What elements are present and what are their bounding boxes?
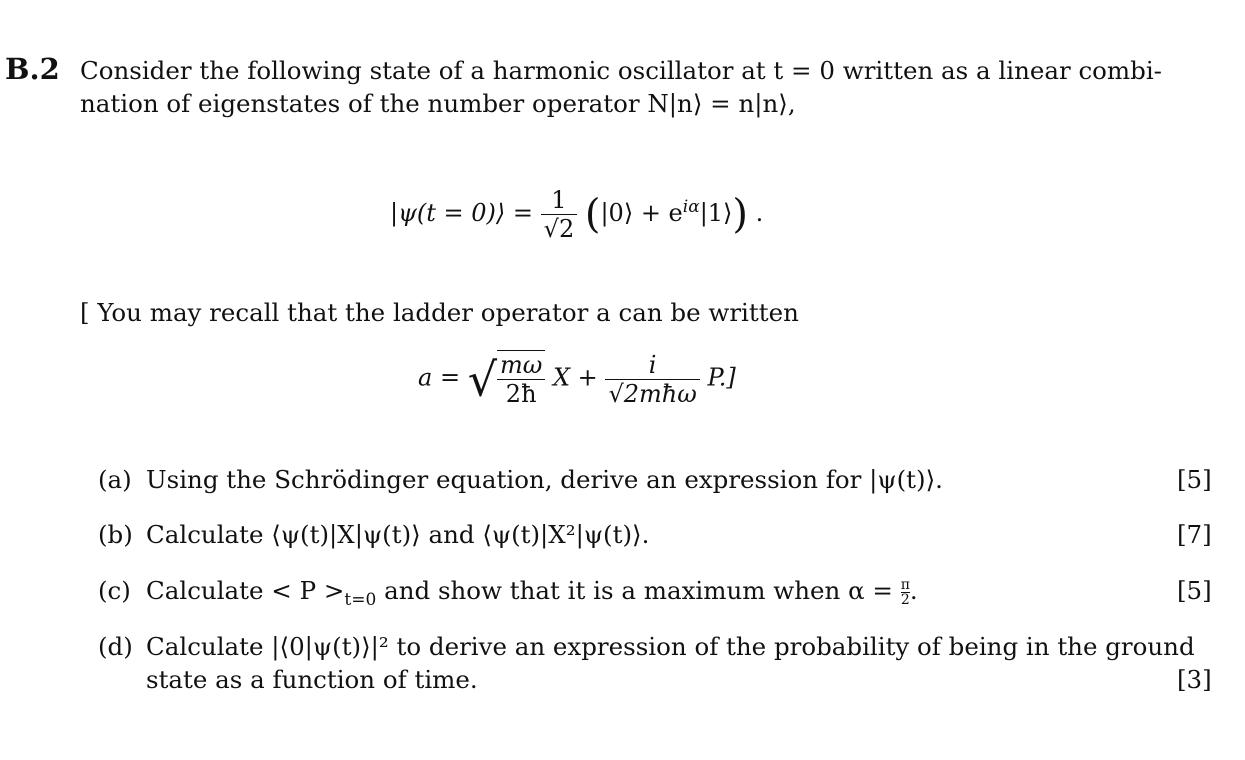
part-c-fraction <box>901 578 910 607</box>
part-c-label: (c) <box>98 576 131 605</box>
part-c-end: . <box>909 576 918 605</box>
recall-text: [ You may recall that the ladder operator a can be written <box>80 298 799 327</box>
part-d-label: (d) <box>98 632 133 661</box>
part-a-text: Using the Schrödinger equation, derive an expression for |ψ(t)⟩. <box>146 465 943 494</box>
sqrt-term <box>468 350 546 408</box>
part-d-text-line2: state as a function of time. <box>146 665 478 694</box>
part-c <box>98 576 918 610</box>
eq1-frac-den: √2 <box>541 214 578 243</box>
eq2-fraction <box>605 351 699 408</box>
right-paren: ) <box>732 191 749 238</box>
eq2-sqrt-num: mω <box>500 351 543 379</box>
part-b-text: Calculate ⟨ψ(t)|X|ψ(t)⟩ and ⟨ψ(t)|X²|ψ(t)⟩. <box>146 520 650 549</box>
initial-state-equation <box>390 186 763 258</box>
intro-line-1: Consider the following state of a harmonic oscillator at t = 0 written as a linear combi- <box>80 56 1162 85</box>
ladder-operator-equation <box>418 350 736 408</box>
part-c-marks: [5] <box>1177 576 1212 605</box>
eq2-lhs: a = <box>418 363 461 392</box>
part-d-text-line1: Calculate |⟨0|ψ(t)⟩|² to derive an expression of the probability of being in the ground <box>146 632 1195 661</box>
part-d-marks: [3] <box>1177 665 1212 694</box>
eq2-term1-tail: X + <box>552 363 598 392</box>
eq2-sqrt-den: 2ħ <box>497 379 545 408</box>
part-b-marks: [7] <box>1177 520 1212 549</box>
part-c-text-before: Calculate < P > <box>146 576 345 605</box>
part-b <box>98 520 649 549</box>
part-c-frac-num: π <box>900 577 910 593</box>
eq2-term2-tail: P.] <box>707 363 736 392</box>
eq2-sqrt-fraction <box>497 351 545 408</box>
part-c-frac-den: 2 <box>900 592 910 608</box>
part-a-label: (a) <box>98 465 132 494</box>
part-b-label: (b) <box>98 520 133 549</box>
eq2-frac-den: √2mħω <box>605 379 699 408</box>
eq1-end: . <box>755 199 764 227</box>
eq1-frac-num: 1 <box>551 186 567 214</box>
part-a <box>98 465 943 494</box>
intro-line-2: nation of eigenstates of the number operator N|n⟩ = n|n⟩, <box>80 89 796 118</box>
part-c-subscript: t=0 <box>344 589 377 610</box>
eq2-frac-num: i <box>648 350 657 379</box>
eq1-rhs-tail: |1⟩ <box>699 199 733 227</box>
eq1-fraction <box>541 186 578 243</box>
left-paren: ( <box>584 191 601 238</box>
radical-sign: √ <box>467 352 497 407</box>
question-number: B.2 <box>5 52 60 86</box>
eq1-rhs-inner: |0⟩ + e <box>600 199 683 227</box>
eq1-lhs: |ψ(t = 0)⟩ = <box>390 199 534 227</box>
part-d <box>98 632 1195 661</box>
eq1-exponent: iα <box>682 197 700 217</box>
part-a-marks: [5] <box>1177 465 1212 494</box>
part-c-text-after: and show that it is a maximum when α = <box>376 576 901 605</box>
